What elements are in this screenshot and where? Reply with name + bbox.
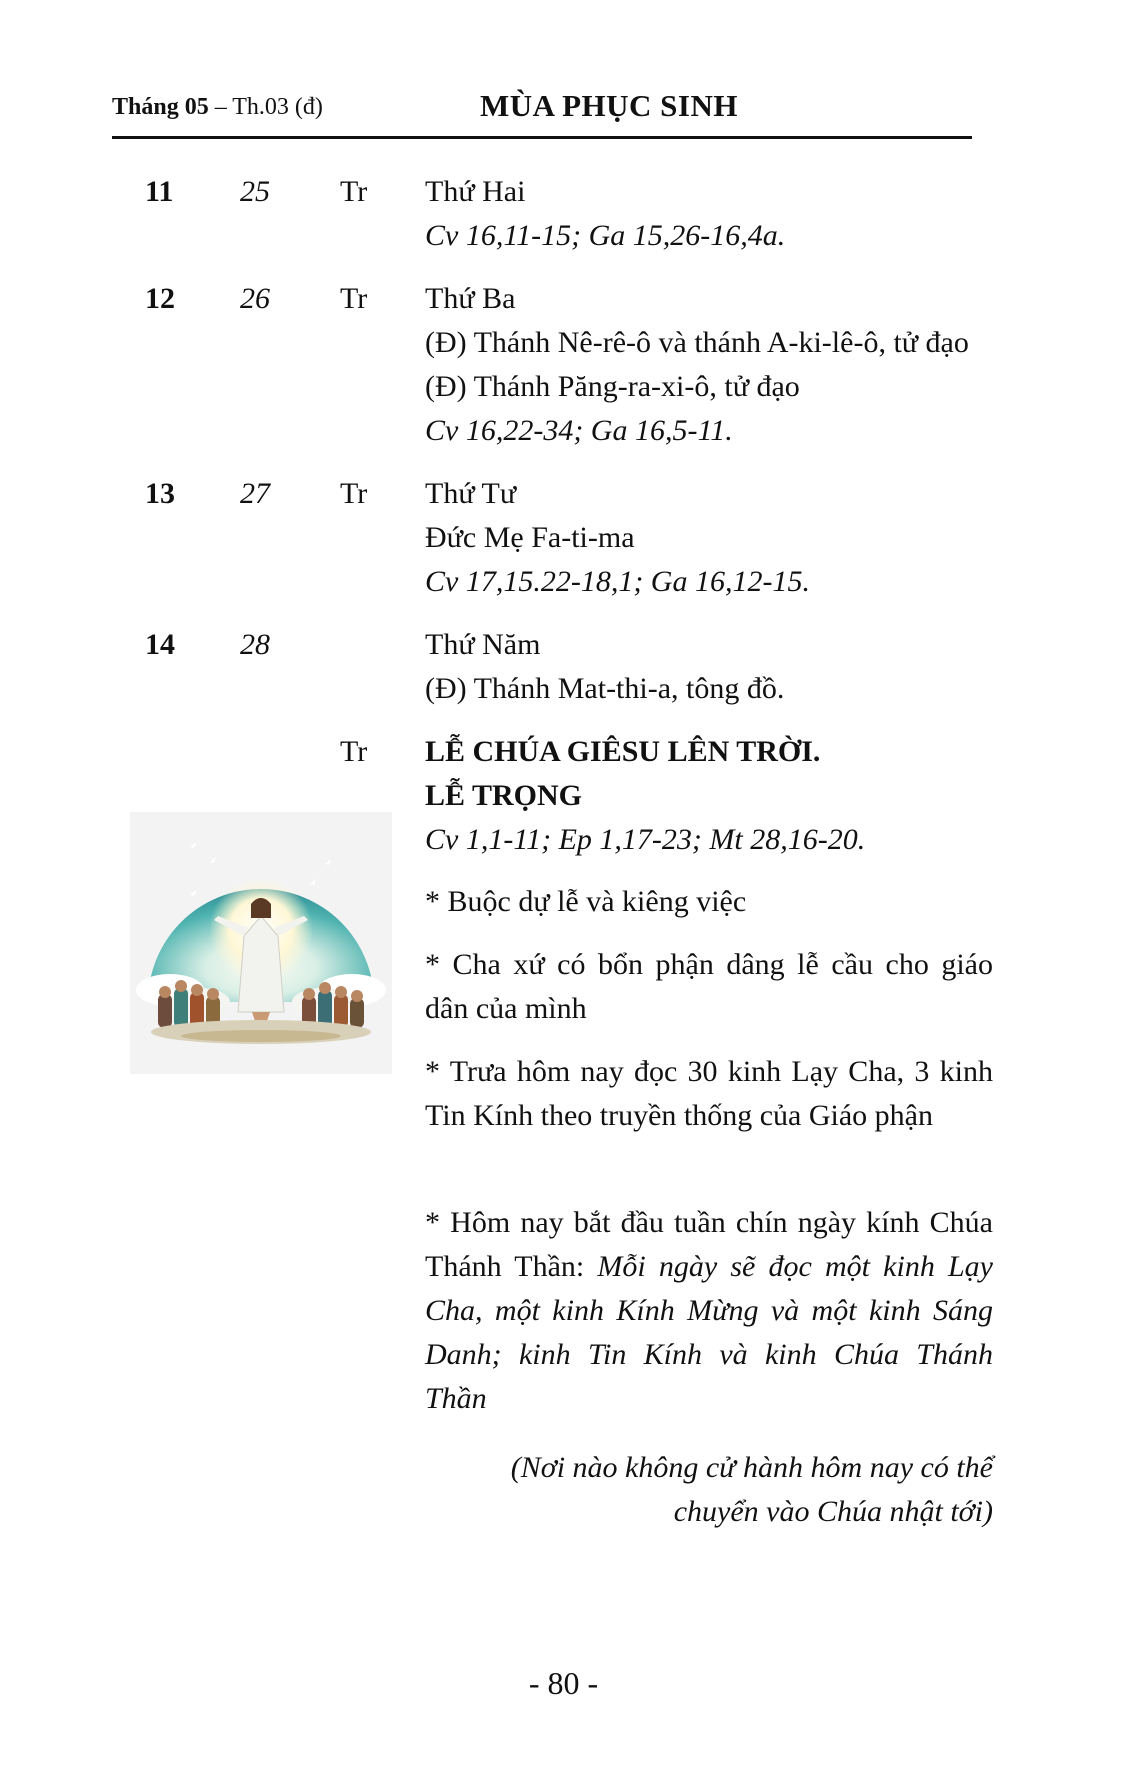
entry-weekday: Thứ Năm	[425, 628, 541, 661]
entry-liturgical-color: Tr	[340, 477, 368, 510]
feast-note-pastor: * Cha xứ có bổn phận dâng lễ cầu cho giáo dân của mình	[425, 948, 993, 1025]
entry-note: (Đ) Thánh Nê-rê-ô và thánh A-ki-lê-ô, tử đạo	[425, 326, 969, 359]
month-number: Tháng 05	[112, 94, 209, 120]
entry-readings: Cv 16,11-15; Ga 15,26-16,4a.	[425, 219, 786, 252]
page-number: - 80 -	[528, 1665, 599, 1701]
month-label	[112, 94, 323, 121]
novena-lead: * Hôm nay bắt đầu tuần chín ngày kính Chúa Thánh Thần:	[425, 1206, 993, 1283]
entry-day: 11	[145, 175, 174, 208]
entry-day: 14	[145, 628, 175, 661]
entry-lunar-day: 26	[240, 282, 270, 315]
novena-instructions: Mỗi ngày sẽ đọc một kinh Lạy Cha, một kinh Kính Mừng và một kinh Sáng Danh; kinh Tin Kính và kinh Chúa Thánh Thần	[425, 1250, 993, 1415]
entry-note: Đức Mẹ Fa-ti-ma	[425, 521, 635, 554]
entry-readings: Cv 16,22-34; Ga 16,5-11.	[425, 414, 733, 447]
entry-readings: Cv 17,15.22-18,1; Ga 16,12-15.	[425, 565, 810, 598]
entry-liturgical-color: Tr	[340, 282, 368, 315]
feast-note-novena	[425, 1201, 993, 1421]
entry-day: 12	[145, 282, 175, 315]
feast-liturgical-color: Tr	[340, 735, 368, 768]
entry-note: (Đ) Thánh Mat-thi-a, tông đồ.	[425, 672, 785, 705]
entry-day: 13	[145, 477, 175, 510]
season-title: MÙA PHỤC SINH	[480, 88, 738, 123]
ascension-image	[130, 812, 392, 1074]
feast-note-obligation: * Buộc dự lễ và kiêng việc	[425, 885, 747, 918]
month-suffix: – Th.03 (đ)	[208, 94, 323, 120]
entry-liturgical-color: Tr	[340, 175, 368, 208]
feast-title: LỄ CHÚA GIÊSU LÊN TRỜI.	[425, 735, 821, 768]
feast-readings: Cv 1,1-11; Ep 1,17-23; Mt 28,16-20.	[425, 823, 866, 856]
entry-lunar-day: 25	[240, 175, 270, 208]
entry-note: (Đ) Thánh Păng-ra-xi-ô, tử đạo	[425, 370, 800, 403]
entry-lunar-day: 27	[240, 477, 270, 510]
header-rule	[112, 136, 972, 139]
feast-note-prayers: * Trưa hôm nay đọc 30 kinh Lạy Cha, 3 kinh Tin Kính theo truyền thống của Giáo phận	[425, 1055, 993, 1132]
page-header	[112, 88, 972, 128]
feast-rank: LỄ TRỌNG	[425, 779, 582, 812]
entry-lunar-day: 28	[240, 628, 270, 661]
entry-weekday: Thứ Tư	[425, 477, 517, 510]
entry-weekday: Thứ Ba	[425, 282, 516, 315]
entry-weekday: Thứ Hai	[425, 175, 526, 208]
ascension-illustration	[130, 812, 392, 1074]
transfer-text: (Nơi nào không cử hành hôm nay có thể chuyển vào Chúa nhật tới)	[510, 1451, 993, 1528]
feast-note-transfer	[425, 1446, 993, 1534]
